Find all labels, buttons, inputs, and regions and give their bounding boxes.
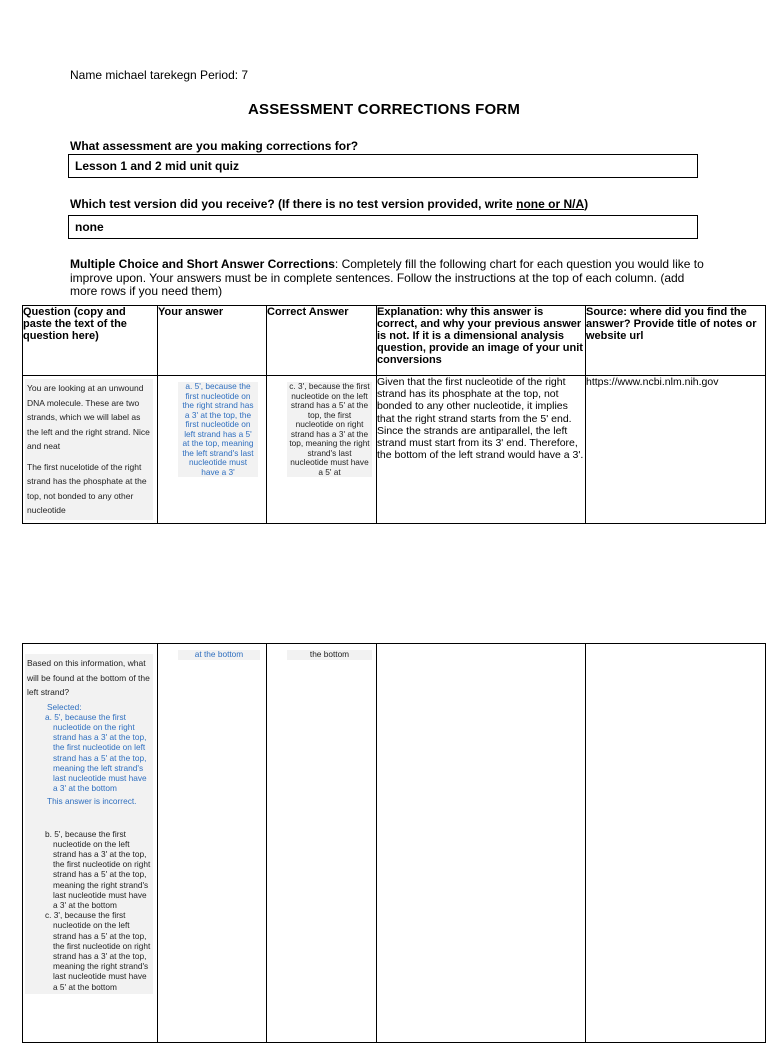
row1-question-cell[interactable] [23, 376, 158, 524]
test-version-question-post: ) [584, 197, 589, 211]
row1-your-answer-cell[interactable] [158, 376, 267, 524]
assessment-question: What assessment are you making corrections for? [70, 139, 359, 153]
row1-explanation[interactable]: Given that the first nucleotide of the right strand has its phosphate at the top, not bonded to any other nucleotide, it implies that the right strand starts from the 5' end. Since the strands are antiparallel, the left strand must start from its 3' end. Therefore, the bottom of the left strand would have a 3'. [377, 376, 586, 524]
row1-question-p2: The first nucelotide of the right strand has the phosphate at the top, not bonded to any other nucleotide [27, 461, 147, 515]
name-period-line: Name michael tarekegn Period: 7 [70, 68, 249, 82]
row2-source-cell[interactable] [586, 644, 766, 1043]
row2-option-a: a. 5', because the first nucleotide on the right strand has a 3' at the top, the first nucleotide on left strand has a 5' at the top, meaning the left strand's last nucleotide must have a 3' at the bottom [45, 711, 147, 794]
test-version-question [70, 197, 588, 211]
corrections-table-continued [22, 643, 766, 1043]
row2-option-c: c. 3', because the first nucleotide on the left strand has a 5' at the top, the first nucleotide on right strand has a 3' at the top, meaning the right strand's last nucleotide must have a 5' at the bottom [45, 910, 151, 992]
instructions-text: : Completely fill the following chart for each question you would like to improve upon. Your answers must be in complete sentences. Follow the instructions at the top of each column. (add more rows if you need them) [70, 257, 704, 298]
row2-correct-answer: the bottom [287, 650, 372, 660]
test-version-question-underlined: none or N/A [516, 197, 585, 211]
row1-question-p1: You are looking at an unwound DNA molecule. These are two strands, which we will label as the left and the right strand. Nice and neat [27, 383, 150, 451]
header-source: Source: where did you find the answer? Provide title of notes or website url [586, 306, 766, 376]
row2-option-b: b. 5', because the first nucleotide on the left strand has a 3' at the top, the first nucleotide on right strand has a 5' at the top, meaning the right strand's last nucleotide must have a 3' at the bottom [45, 828, 151, 910]
assessment-answer-field[interactable]: Lesson 1 and 2 mid unit quiz [68, 154, 698, 178]
header-explanation: Explanation: why this answer is correct, and why your previous answer is not. If it is a dimensional analysis question, provide an image of your unit conversions [377, 306, 586, 376]
header-correct-answer: Correct Answer [267, 306, 377, 376]
row2-question-cell[interactable] [23, 644, 158, 1043]
corrections-table [22, 305, 766, 524]
row1-correct-answer: c. 3', because the first nucleotide on the left strand has a 5' at the top, the first nucleotide on right strand has a 3' at the top, meaning the right strand's last nucleotide must have a 5' at [287, 382, 372, 477]
test-version-question-pre: Which test version did you receive? (If there is no test version provided, write [70, 197, 517, 211]
header-your-answer: Your answer [158, 306, 267, 376]
row2-incorrect-note: This answer is incorrect. [47, 796, 137, 807]
row1-source[interactable]: https://www.ncbi.nlm.nih.gov [586, 376, 766, 524]
row1-your-answer: a. 5', because the first nucleotide on the right strand has a 3' at the top, the first nucleotide on left strand has a 5' at the top, meaning the left strand's last nucleotide must have a 3' [178, 382, 258, 477]
row2-your-answer: at the bottom [178, 650, 260, 660]
row2-selected-label: Selected: [47, 701, 82, 712]
row2-question-text [25, 654, 153, 994]
header-question: Question (copy and paste the text of the question here) [23, 306, 158, 376]
row2-explanation-cell[interactable] [377, 644, 586, 1043]
row2-your-answer-cell[interactable] [158, 644, 267, 1043]
row2-question-intro: Based on this information, what will be found at the bottom of the left strand? [27, 658, 150, 697]
row1-question-text [25, 379, 153, 520]
corrections-instructions [70, 258, 710, 299]
test-version-answer-field[interactable]: none [68, 215, 698, 239]
instructions-heading: Multiple Choice and Short Answer Corrections [70, 257, 335, 271]
row1-correct-answer-cell[interactable] [267, 376, 377, 524]
row2-correct-answer-cell[interactable] [267, 644, 377, 1043]
form-title: ASSESSMENT CORRECTIONS FORM [247, 101, 521, 118]
